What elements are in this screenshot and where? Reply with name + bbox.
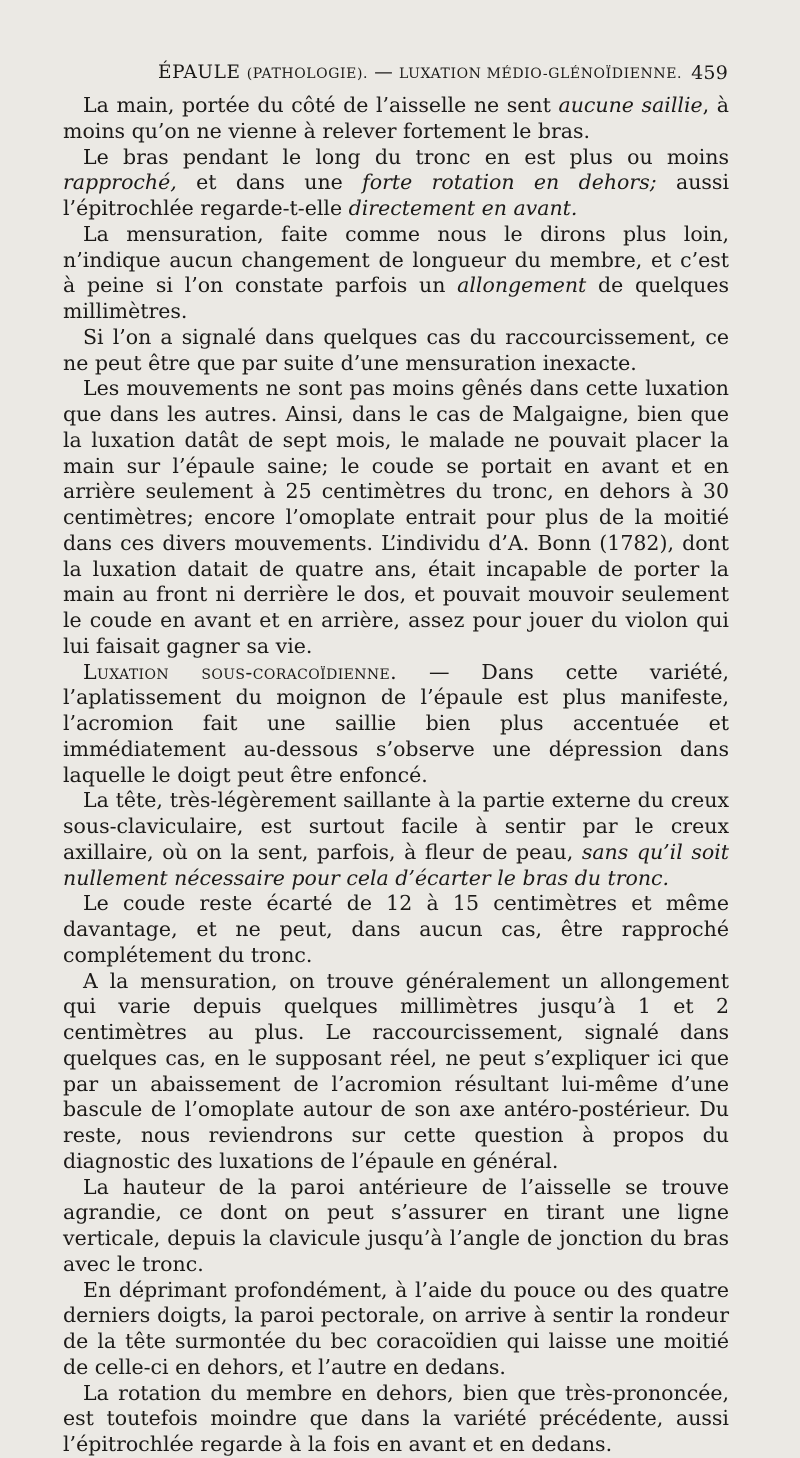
section-heading: Luxation sous-coracoïdienne. <box>83 659 398 684</box>
text-run: Les mouvements ne sont pas moins gênés dans cette luxation que dans les autres. Ainsi, dans le cas de Malgaigne, bien que la luxation datât de sept mois, le malade ne pouvait placer la main sur l’épaule saine; le coude se portait en avant et en arrière seulement à 25 centimètres du tronc, en dehors à 30 centimètres; encore l’omoplate entrait pour plus de la moitié dans ces divers mouvements. L’individu d’A. Bonn (1782), dont la luxation datait de quatre ans, était incapable de porter la main au front ni derrière le dos, et pouvait mouvoir seulement le coude en avant et en arrière, assez pour jouer du violon qui lui faisait gagner sa vie. <box>63 376 729 658</box>
paragraph <box>63 1381 729 1458</box>
header-section: LUXATION MÉDIO-GLÉNOÏDIENNE. <box>398 66 683 82</box>
paragraph <box>63 376 729 659</box>
text-run: — Dans cette variété, l’aplatissement du moignon de l’épaule est plus manifeste, l’acromion fait une saillie bien plus accentuée et immédiatement au-dessous s’observe une dépression dans laquelle le doigt peut être enfoncé. <box>63 659 729 787</box>
paragraph <box>63 1278 729 1381</box>
italic-text: aucune saillie <box>558 93 703 117</box>
text-run: En déprimant profondément, à l’aide du pouce ou des quatre derniers doigts, la paroi pectorale, on arrive à sentir la rondeur de la tête surmontée du bec coracoïdien qui laisse une moitié de celle-ci en dehors, et l’autre en dedans. <box>63 1277 729 1379</box>
header-title: ÉPAULE <box>158 62 241 83</box>
paragraph <box>63 788 729 891</box>
italic-text: forte rotation en dehors; <box>362 170 657 195</box>
text-run: , à moins qu’on ne vienne à relever fortement le bras. <box>63 93 730 143</box>
paragraph <box>63 93 729 145</box>
italic-text: sans qu’il soit nullement nécessaire pour cela d’écarter le bras du tronc. <box>63 839 729 890</box>
paragraph <box>63 325 729 377</box>
italic-text: rapproché, <box>63 170 177 195</box>
running-header <box>158 62 730 83</box>
header-subtitle: (PATHOLOGIE). <box>246 66 369 82</box>
text-run: A la mensuration, on trouve généralement un allongement qui varie depuis quelques millimètres jusqu’à 1 et 2 centimètres au plus. Le raccourcissement, signalé dans quelques cas, en le supposant réel, ne peut s’expliquer ici que par un abaissement de l’acromion résultant lui-même d’une bascule de l’omoplate autour de son axe antéro-postérieur. Du reste, nous reviendrons sur cette question à propos du diagnostic des luxations de l’épaule en général. <box>63 968 729 1173</box>
text-run: La hauteur de la paroi antérieure de l’aisselle se trouve agrandie, ce dont on peut s’assurer en tirant une ligne verticale, depuis la clavicule jusqu’à l’angle de jonction du bras avec le tronc. <box>63 1174 729 1276</box>
text-run: de quelques millimètres. <box>63 273 730 323</box>
paragraph <box>63 660 729 789</box>
text-run: La tête, très-légèrement saillante à la partie externe du creux sous-claviculaire, est surtout facile à sentir par le creux axillaire, où on la sent, parfois, à fleur de peau, <box>63 788 729 864</box>
text-run: La main, portée du côté de l’aisselle ne sent <box>83 93 559 117</box>
italic-text: directement en avant. <box>348 196 578 220</box>
text-run: La mensuration, faite comme nous le dirons plus loin, n’indique aucun changement de longueur du membre, et c’est à peine si l’on constate parfois un <box>63 221 729 298</box>
text-run: Le bras pendant le long du tronc en est plus ou moins <box>83 144 729 169</box>
text-run: aussi l’épitrochlée regarde-t-elle <box>63 170 730 220</box>
text-run: Le coude reste écarté de 12 à 15 centimètres et même davantage, et ne peut, dans aucun cas, être rapproché complétement du tronc. <box>63 891 729 967</box>
paragraph <box>63 1175 729 1278</box>
text-run: La rotation du membre en dehors, bien que très-prononcée, est toutefois moindre que dans la variété précédente, aussi l’épitrochlée regarde à la fois en avant et en dedans. <box>63 1380 729 1456</box>
text-run: Si l’on a signalé dans quelques cas du raccourcissement, ce ne peut être que par suite d’une mensuration inexacte. <box>63 324 729 375</box>
page-number: 459 <box>691 62 728 84</box>
paragraph <box>63 891 729 968</box>
italic-text: allongement <box>457 273 587 298</box>
text-run: et dans une <box>176 170 363 195</box>
body-text <box>63 93 729 1458</box>
paragraph <box>63 145 729 222</box>
paragraph <box>63 222 729 325</box>
paragraph <box>63 969 729 1175</box>
header-dash: — <box>374 62 393 83</box>
